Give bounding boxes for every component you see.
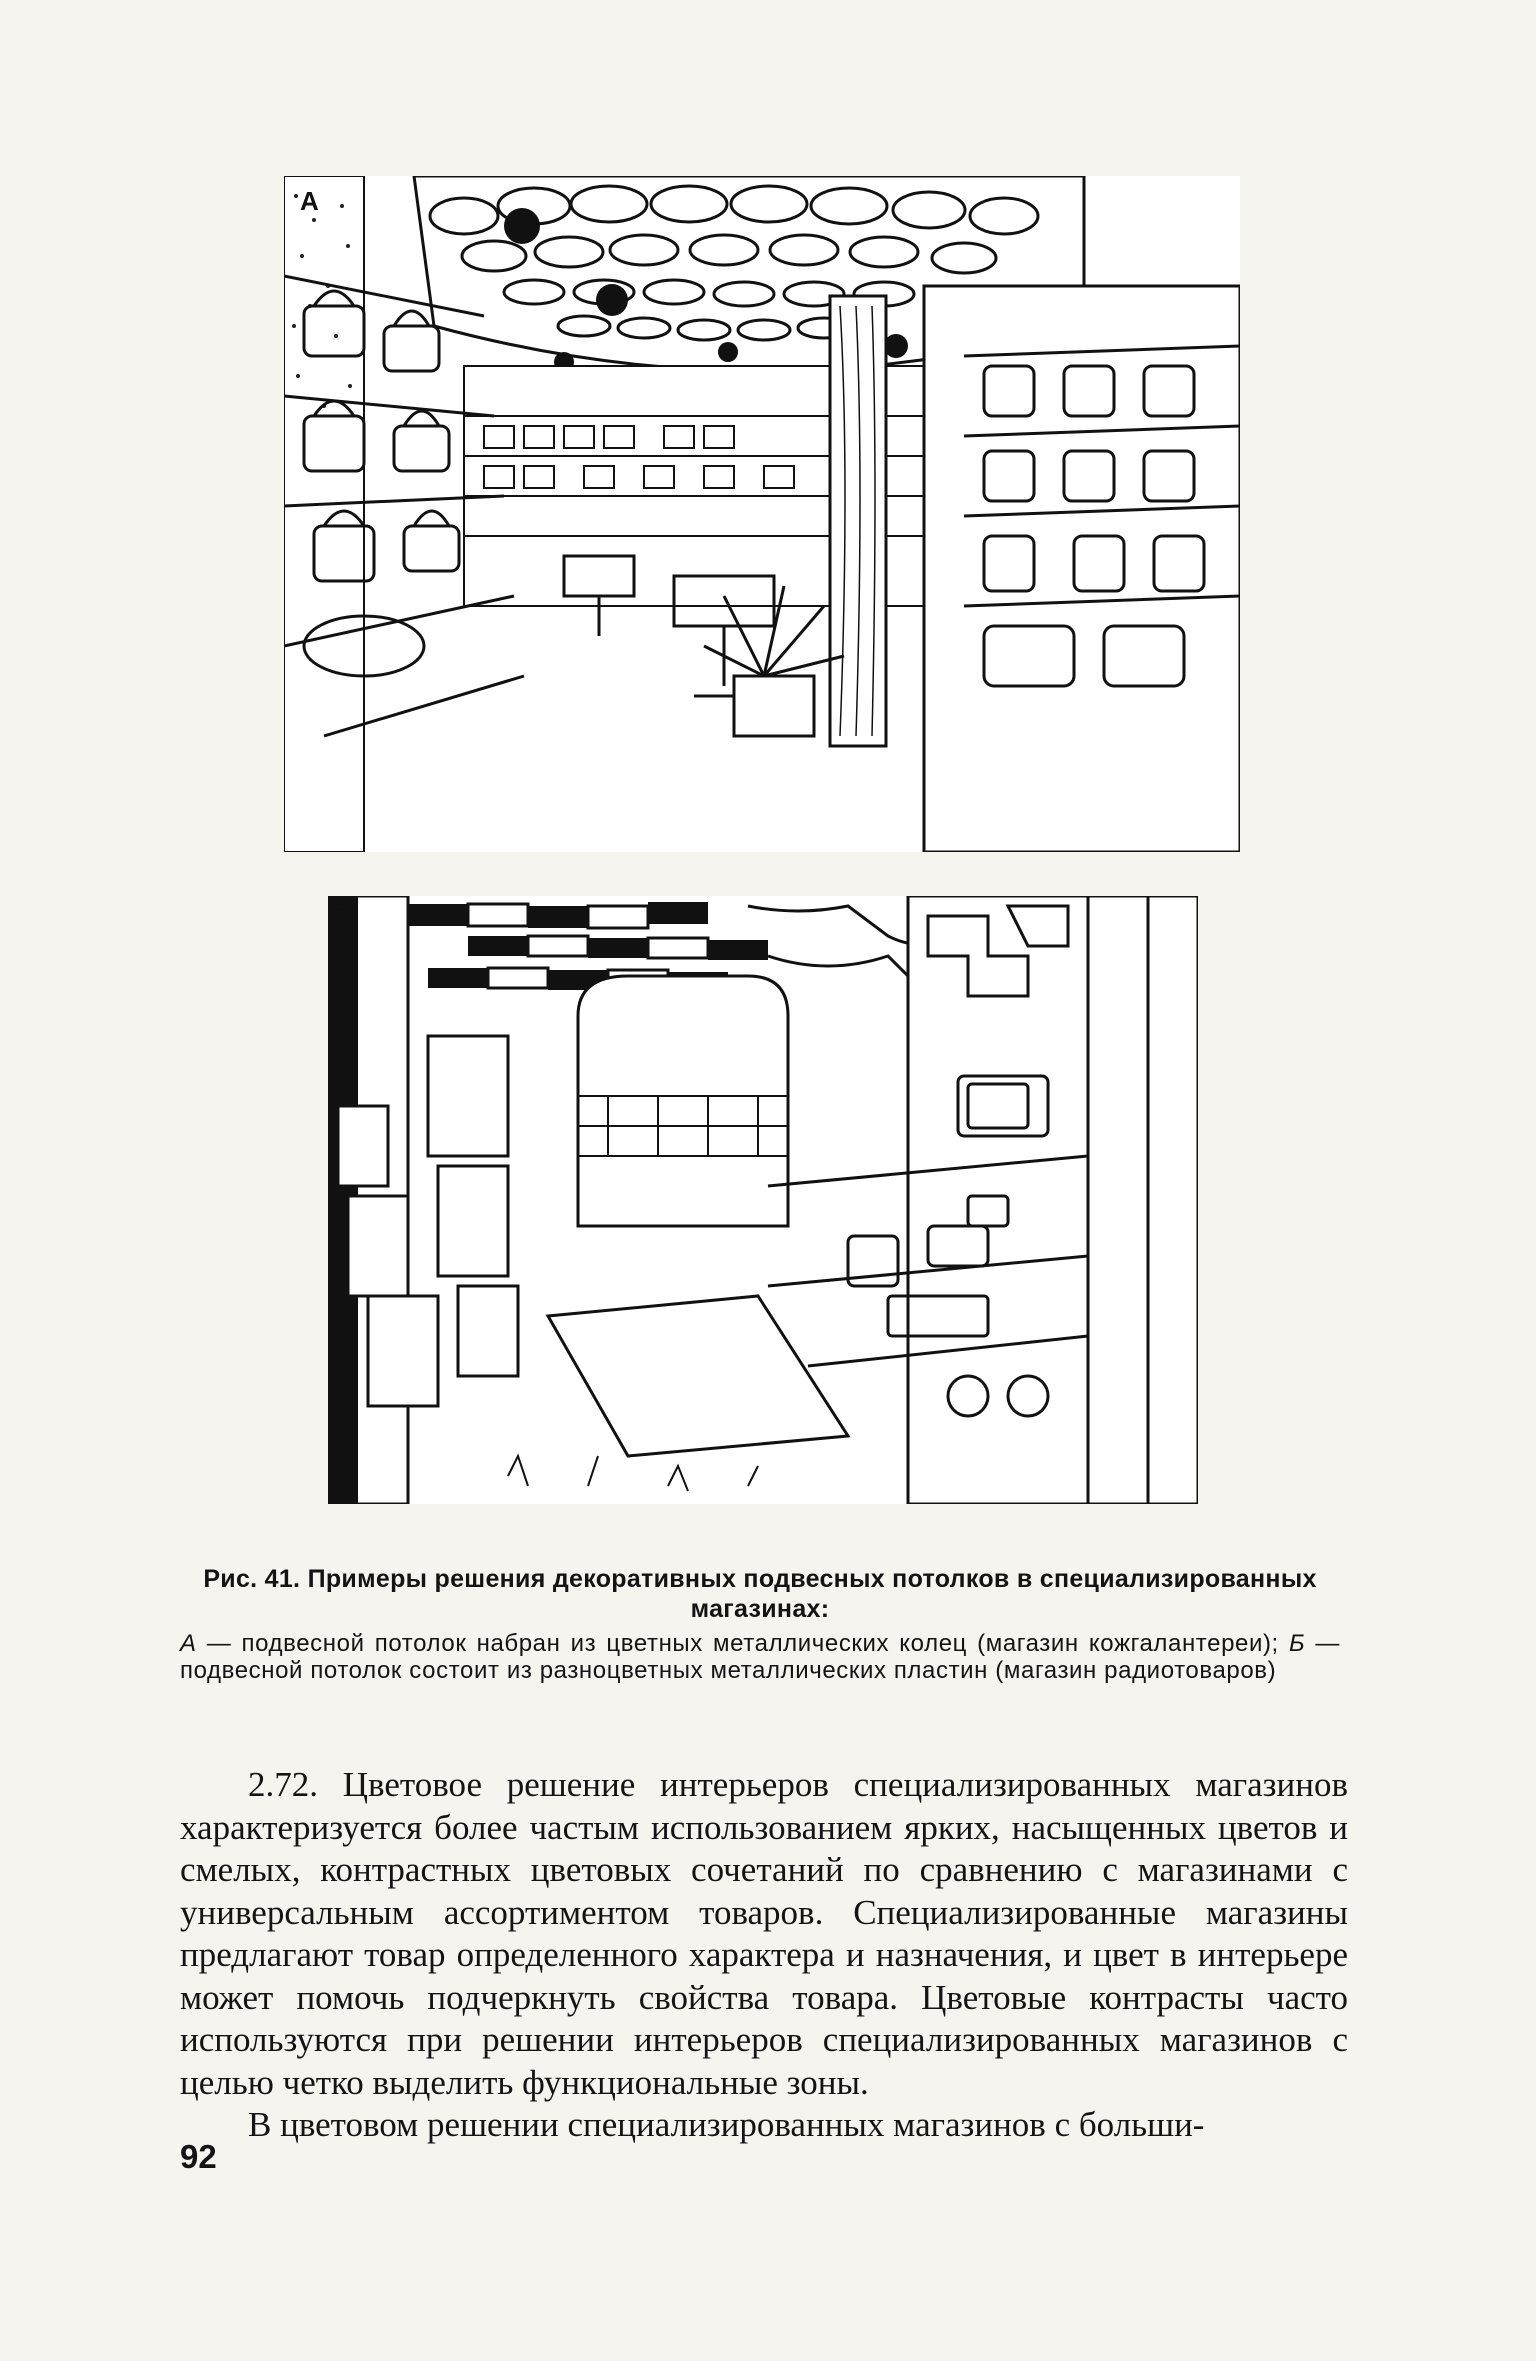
illustration-a-leather-goods-shop — [284, 176, 1240, 852]
caption-title-line — [180, 1564, 1340, 1624]
page-number: 92 — [180, 2138, 217, 2175]
illustration-b-drawing — [328, 896, 1198, 1504]
paragraph-2-72: 2.72. Цветовое решение интерьеров специализированных магазинов характеризуется более частым использованием ярких, насыщенных цветов и смелых, контрастных цветовых сочетаний по сравнению с магазинами с универсальным ассортиментом товаров. Специализированные магазины предлагают товар определенного характера и назначения, и цвет в интерьере может помочь подчеркнуть свойства товара. Цветовые контрасты часто используются при решении интерьеров специализированных магазинов с целью четко выделить функциональные зоны. — [180, 1765, 1348, 2102]
body-text — [180, 1764, 1348, 2147]
caption-title: Примеры решения декоративных подвесных потолков в специализированных магазинах: — [307, 1565, 1317, 1623]
caption-b-text: — подвесной потолок состоит из разноцветных металлических пластин (магазин радиотоваров) — [180, 1630, 1340, 1684]
caption-b-letter: Б — [1289, 1630, 1306, 1657]
panel-a-label: А — [300, 186, 319, 216]
caption-a-text: — подвесной потолок набран из цветных металлических колец (магазин кожгалантереи); — [196, 1630, 1289, 1657]
caption-a-letter: А — [180, 1630, 197, 1657]
caption-body — [180, 1630, 1340, 1684]
panel-b-label: Б — [330, 896, 349, 926]
figure-caption — [180, 1564, 1340, 1684]
illustration-b-radio-shop — [328, 896, 1198, 1504]
paragraph-continued: В цветовом решении специализированных магазинов с больши- — [248, 2105, 1205, 2144]
caption-figure-number: Рис. 41. — [203, 1565, 301, 1593]
illustration-a-drawing — [284, 176, 1240, 852]
